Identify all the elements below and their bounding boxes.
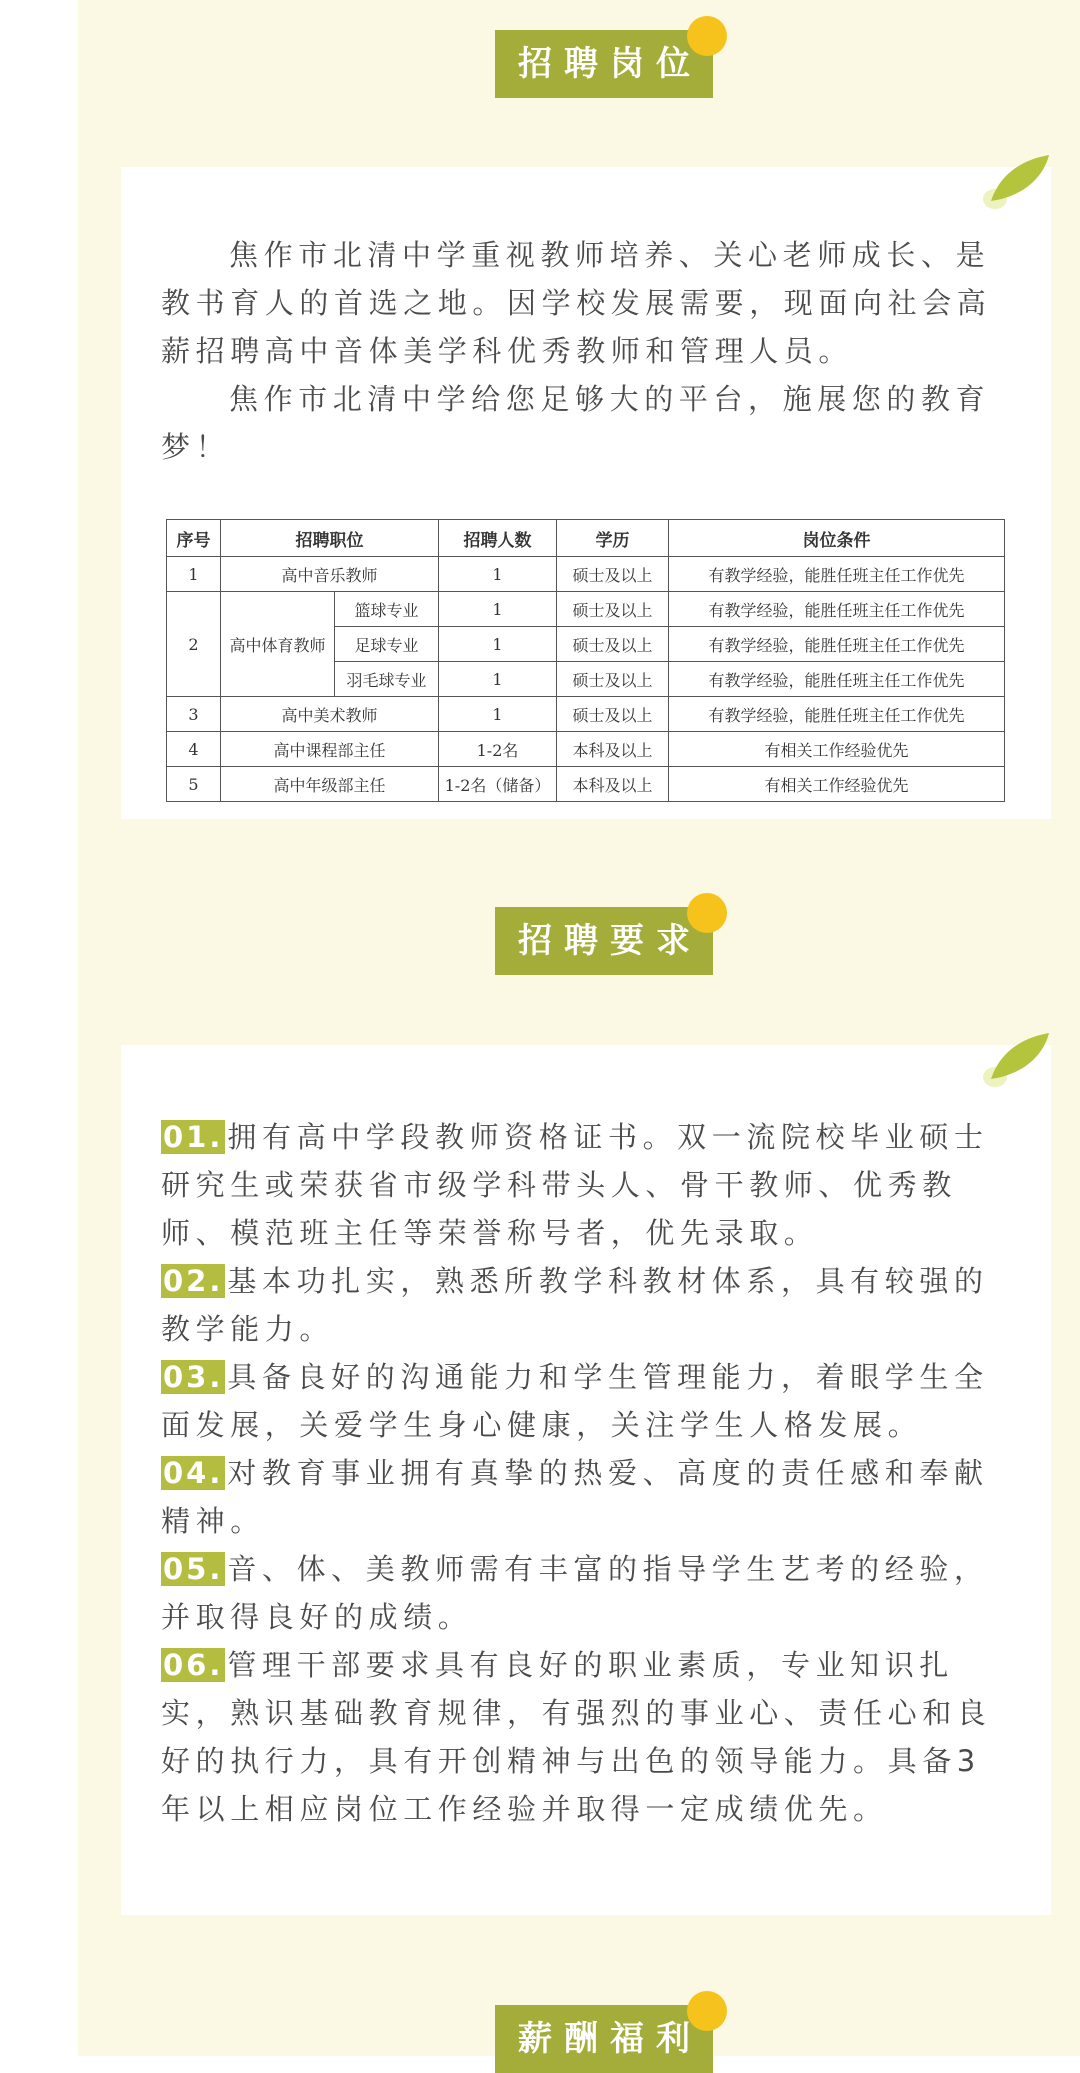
cell-sub-position: 羽毛球专业 bbox=[335, 662, 439, 697]
cell-sub-position: 篮球专业 bbox=[335, 592, 439, 627]
cell-condition: 有教学经验，能胜任班主任工作优先 bbox=[669, 662, 1005, 697]
cell-position: 高中体育教师 bbox=[221, 592, 335, 697]
table-row bbox=[167, 592, 1005, 627]
table-row bbox=[167, 767, 1005, 802]
cell-count: 1 bbox=[439, 627, 557, 662]
cell-no: 4 bbox=[167, 732, 221, 767]
requirements-card bbox=[121, 1045, 1051, 1915]
cell-condition: 有教学经验，能胜任班主任工作优先 bbox=[669, 697, 1005, 732]
item-number: 05. bbox=[163, 1552, 224, 1586]
cell-count: 1-2名 bbox=[439, 732, 557, 767]
cell-position: 高中年级部主任 bbox=[221, 767, 439, 802]
header-cell: 招聘人数 bbox=[439, 520, 557, 557]
cell-condition: 有教学经验，能胜任班主任工作优先 bbox=[669, 557, 1005, 592]
cell-edu: 硕士及以上 bbox=[557, 662, 669, 697]
table-row bbox=[167, 732, 1005, 767]
table-row bbox=[167, 557, 1005, 592]
positions-card bbox=[121, 167, 1051, 819]
table-row bbox=[167, 697, 1005, 732]
list-item: 05. 音、体、美教师需有丰富的指导学生艺考的经验，并取得良好的成绩。 bbox=[161, 1552, 989, 1634]
leaf-icon bbox=[981, 151, 1051, 211]
requirements-heading: 招聘要求 bbox=[495, 907, 713, 975]
list-item: 06. 管理干部要求具有良好的职业素质，专业知识扎实，熟识基础教育规律，有强烈的事业心、责任心和良好的执行力，具有开创精神与出色的领导能力。具备3年以上相应岗位工作经验并取得一定成绩优先。 bbox=[161, 1648, 992, 1826]
cell-count: 1 bbox=[439, 697, 557, 732]
cell-edu: 硕士及以上 bbox=[557, 592, 669, 627]
positions-table bbox=[166, 519, 1005, 802]
benefits-heading: 薪酬福利 bbox=[495, 2005, 713, 2073]
cell-edu: 硕士及以上 bbox=[557, 627, 669, 662]
cell-condition: 有相关工作经验优先 bbox=[669, 767, 1005, 802]
cell-condition: 有教学经验，能胜任班主任工作优先 bbox=[669, 627, 1005, 662]
list-item: 02. 基本功扎实，熟悉所教学科教材体系，具有较强的教学能力。 bbox=[161, 1264, 989, 1346]
cell-sub-position: 足球专业 bbox=[335, 627, 439, 662]
header-cell: 岗位条件 bbox=[669, 520, 1005, 557]
list-item: 01. 拥有高中学段教师资格证书。双一流院校毕业硕士研究生或荣获省市级学科带头人、骨干教师、优秀教师、模范班主任等荣誉称号者，优先录取。 bbox=[161, 1120, 989, 1250]
cell-position: 高中课程部主任 bbox=[221, 732, 439, 767]
cell-no: 2 bbox=[167, 592, 221, 697]
item-number: 06. bbox=[163, 1648, 224, 1682]
list-item: 03. 具备良好的沟通能力和学生管理能力，着眼学生全面发展，关爱学生身心健康，关注学生人格发展。 bbox=[161, 1360, 989, 1442]
intro-paragraph-1: 焦作市北清中学重视教师培养、关心老师成长、是教书育人的首选之地。因学校发展需要，现面向社会高薪招聘高中音体美学科优秀教师和管理人员。 bbox=[161, 238, 992, 368]
cell-condition: 有相关工作经验优先 bbox=[669, 732, 1005, 767]
list-item: 04. 对教育事业拥有真挚的热爱、高度的责任感和奉献精神。 bbox=[161, 1456, 989, 1538]
leaf-icon bbox=[981, 1029, 1051, 1089]
cell-no: 1 bbox=[167, 557, 221, 592]
item-number: 03. bbox=[163, 1360, 224, 1394]
header-cell: 学历 bbox=[557, 520, 669, 557]
header-cell: 招聘职位 bbox=[221, 520, 439, 557]
item-number: 04. bbox=[163, 1456, 224, 1490]
cell-edu: 硕士及以上 bbox=[557, 557, 669, 592]
cell-count: 1 bbox=[439, 662, 557, 697]
table-header-row bbox=[167, 520, 1005, 557]
cell-no: 5 bbox=[167, 767, 221, 802]
intro-paragraph-2: 焦作市北清中学给您足够大的平台，施展您的教育梦！ bbox=[161, 382, 991, 464]
cell-condition: 有教学经验，能胜任班主任工作优先 bbox=[669, 592, 1005, 627]
cell-position: 高中美术教师 bbox=[221, 697, 439, 732]
requirements-list bbox=[161, 1113, 1009, 1833]
item-number: 01. bbox=[163, 1120, 224, 1154]
cell-edu: 本科及以上 bbox=[557, 767, 669, 802]
item-number: 02. bbox=[163, 1264, 224, 1298]
cell-count: 1 bbox=[439, 592, 557, 627]
cell-edu: 硕士及以上 bbox=[557, 697, 669, 732]
cell-position: 高中音乐教师 bbox=[221, 557, 439, 592]
cell-count: 1 bbox=[439, 557, 557, 592]
cell-edu: 本科及以上 bbox=[557, 732, 669, 767]
header-cell: 序号 bbox=[167, 520, 221, 557]
cell-no: 3 bbox=[167, 697, 221, 732]
cell-count: 1-2名（储备） bbox=[439, 767, 557, 802]
positions-heading: 招聘岗位 bbox=[495, 30, 713, 98]
